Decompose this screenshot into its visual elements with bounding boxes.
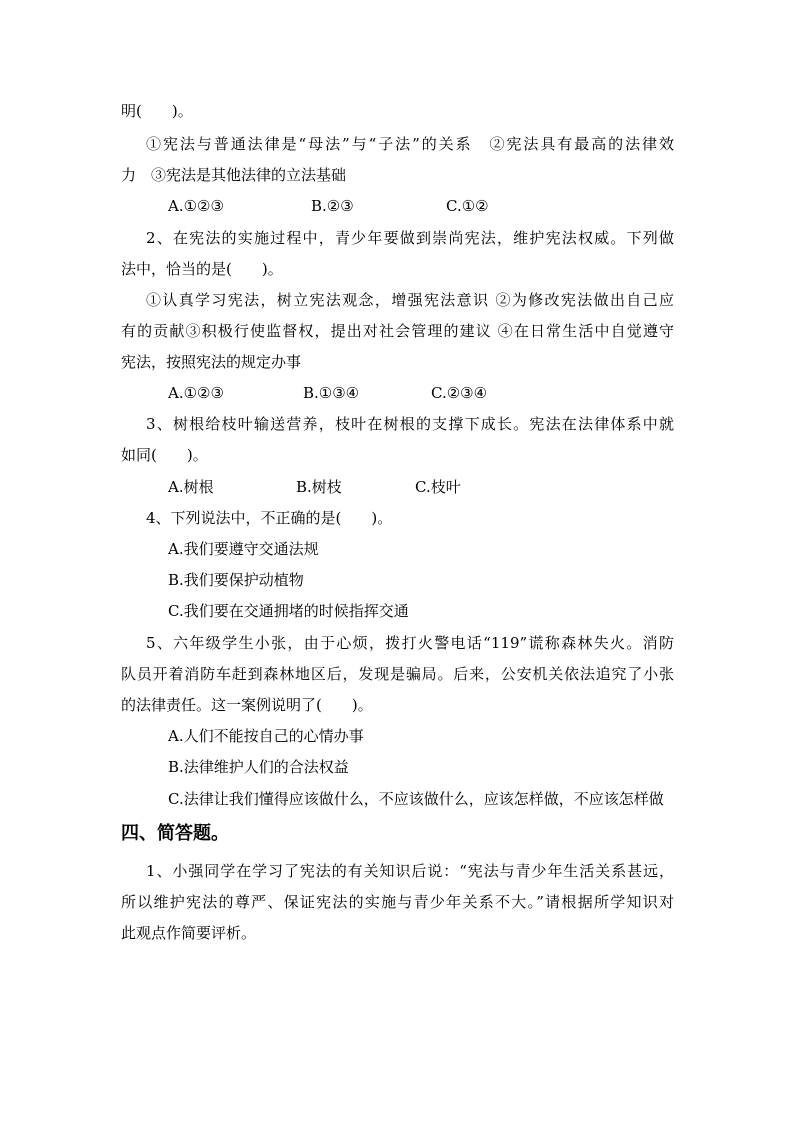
q3-option-b: B.树枝 bbox=[296, 478, 342, 496]
q3-stem-line2: 如同( )。 bbox=[121, 446, 208, 464]
q4-option-a: A.我们要遵守交通法规 bbox=[168, 540, 319, 558]
q5-stem-line2: 队员开着消防车赶到森林地区后，发现是骗局。后来，公安机关依法追究了小张 bbox=[121, 665, 674, 683]
q1-stem-tail: 明( )。 bbox=[121, 102, 193, 120]
q2-statements-line2: 有的贡献③积极行使监督权，提出对社会管理的建议 ④在日常生活中自觉遵守 bbox=[121, 322, 674, 340]
section-heading: 四、简答题。 bbox=[121, 823, 229, 844]
q2-statements-line1: ①认真学习宪法，树立宪法观念，增强宪法意识 ②为修改宪法做出自己应 bbox=[146, 291, 674, 309]
q1-option-b: B.②③ bbox=[311, 197, 354, 215]
q2-option-b: B.①③④ bbox=[303, 384, 360, 402]
q1-statements-line1: ①宪法与普通法律是“母法”与“子法”的关系 ②宪法具有最高的法律效 bbox=[146, 135, 674, 153]
q1-option-a: A.①②③ bbox=[168, 197, 224, 215]
q5-option-a: A.人们不能按自己的心情办事 bbox=[168, 727, 364, 745]
s4-q1-line2: 所以维护宪法的尊严、保证宪法的实施与青少年关系不大。”请根据所学知识对 bbox=[121, 893, 674, 911]
q3-stem-line1: 3、树根给枝叶输送营养，枝叶在树根的支撑下成长。宪法在法律体系中就 bbox=[146, 415, 674, 433]
q5-stem-line1: 5、六年级学生小张，由于心烦，拨打火警电话“119”谎称森林失火。消防 bbox=[146, 634, 674, 652]
q2-stem-line2: 法中，恰当的是( )。 bbox=[121, 260, 283, 278]
q5-stem-line3: 的法律责任。这一案例说明了( )。 bbox=[121, 696, 373, 714]
q3-option-c: C.枝叶 bbox=[415, 478, 461, 496]
q2-option-a: A.①②③ bbox=[168, 384, 224, 402]
s4-q1-line1: 1、小强同学在学习了宪法的有关知识后说：“宪法与青少年生活关系甚远， bbox=[146, 862, 674, 880]
q4-stem: 4、下列说法中，不正确的是( )。 bbox=[146, 509, 393, 527]
s4-q1-line3: 此观点作简要评析。 bbox=[121, 924, 257, 942]
q1-option-c: C.①② bbox=[446, 197, 489, 215]
q2-stem-line1: 2、在宪法的实施过程中，青少年要做到崇尚宪法，维护宪法权威。下列做 bbox=[146, 229, 674, 247]
q1-statements-line2: 力 ③宪法是其他法律的立法基础 bbox=[121, 166, 347, 184]
q3-option-a: A.树根 bbox=[168, 478, 214, 496]
q2-statements-line3: 宪法，按照宪法的规定办事 bbox=[121, 353, 302, 371]
q2-option-c: C.②③④ bbox=[431, 384, 488, 402]
q4-option-c: C.我们要在交通拥堵的时候指挥交通 bbox=[168, 602, 409, 620]
q5-option-c: C.法律让我们懂得应该做什么，不应该做什么，应该怎样做，不应该怎样做 bbox=[168, 790, 664, 808]
q4-option-b: B.我们要保护动植物 bbox=[168, 571, 304, 589]
q5-option-b: B.法律维护人们的合法权益 bbox=[168, 758, 349, 776]
